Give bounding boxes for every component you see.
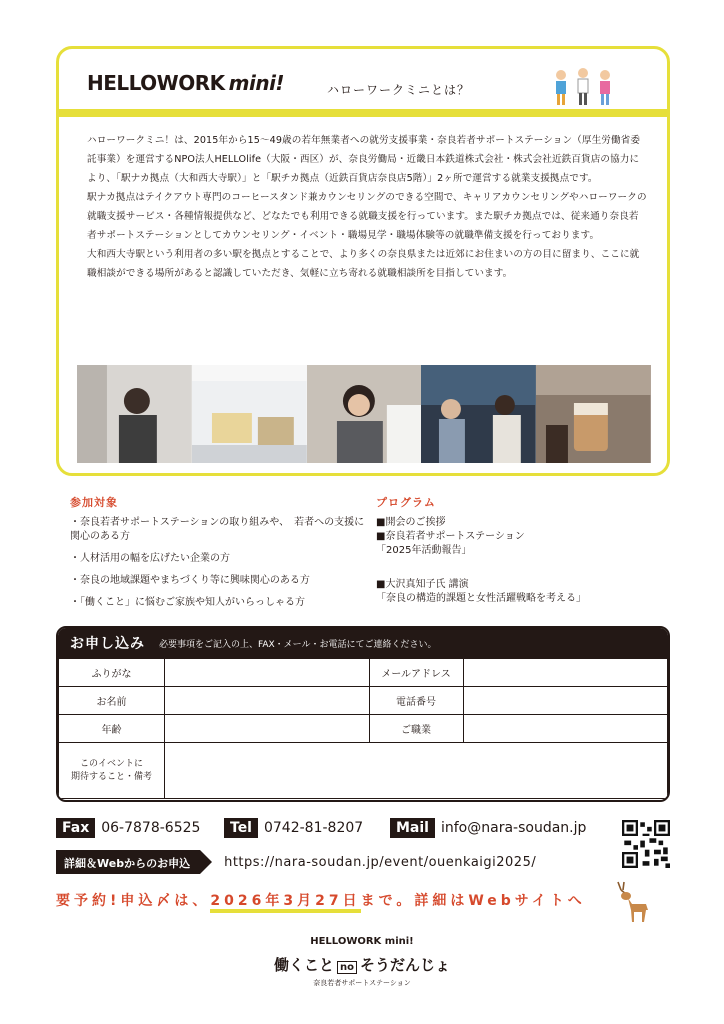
photo-consultation <box>421 365 536 463</box>
web-apply-row <box>56 850 536 874</box>
name-label: お名前 <box>59 687 165 715</box>
list-item: 「2025年活動報告」 <box>376 545 472 556</box>
participants-title: 参加対象 <box>70 496 118 509</box>
photo-strip <box>77 365 651 463</box>
footer-org: 奈良若者サポートステーション <box>313 979 411 987</box>
program-title: プログラム <box>376 496 436 509</box>
hellowork-logo: HELLOWORK mini! <box>87 71 285 95</box>
list-item: ・奈良若者サポートステーションの取り組みや、 若者への支援に関心のある方 <box>70 517 365 542</box>
notes-field[interactable] <box>165 743 668 799</box>
form-row <box>59 715 668 743</box>
notes-label: このイベントに 期待すること・備考 <box>59 743 165 799</box>
photo-counselor <box>307 365 422 463</box>
qr-code-icon[interactable] <box>622 820 670 868</box>
footer-tagline: 働くこと no そうだんじょ <box>273 956 451 974</box>
deadline-date: 2026年3月27日 <box>210 893 360 913</box>
form-table <box>58 658 668 799</box>
mail-tag: Mail <box>390 818 435 838</box>
list-item: 「奈良の構造的課題と女性活躍戦略を考える」 <box>376 593 586 604</box>
tel-tag: Tel <box>224 818 258 838</box>
name-field[interactable] <box>165 687 370 715</box>
list-item: ・「働くこと」に悩むご家族や知人がいらっしゃる方 <box>70 597 305 608</box>
form-row <box>59 687 668 715</box>
form-row <box>59 743 668 799</box>
phone-field[interactable] <box>463 687 668 715</box>
web-apply-tag: 詳細＆Webからのお申込 <box>56 850 200 874</box>
panel-header <box>59 49 667 115</box>
furigana-field[interactable] <box>165 659 370 687</box>
people-illustration-icon <box>551 67 615 107</box>
job-label: ご職業 <box>369 715 463 743</box>
list-item: ・人材活用の幅を広げたい企業の方 <box>70 553 230 564</box>
list-item: ・奈良の地域課題やまちづくり等に興味関心のある方 <box>70 575 310 586</box>
age-field[interactable] <box>165 715 370 743</box>
list-item: ■開会のご挨拶 <box>376 517 446 528</box>
form-row <box>59 659 668 687</box>
form-header <box>58 628 668 658</box>
email-label: メールアドレス <box>369 659 463 687</box>
deer-icon <box>612 880 652 924</box>
photo-coffee <box>536 365 651 463</box>
intro-paragraph: 大和西大寺駅という利用者の多い駅を拠点とすることで、より多くの奈良県または近郊にお住まいの方の目に留まり、ここに就職相談ができる場所があると認識していただき、気軽に立ち寄れる就職相談所を目指しています。 <box>87 249 640 279</box>
mail-contact <box>390 818 586 838</box>
intro-paragraph: 駅ナカ拠点はテイクアウト専門のコーヒースタンド兼カウンセリングのできる空間で、キャリアカウンセリングやハローワークの就職支援サービス・各種情報提供など、どなたでも利用できる就職支援を行っています。また駅チカ拠点では、従来通り奈良若者サポートステーションとしてカウンセリング・イベント・職場見学・職場体験等の就職準備支援を行っております。 <box>87 192 647 241</box>
intro-text <box>87 131 647 283</box>
email-field[interactable] <box>463 659 668 687</box>
photo-staff-portrait <box>77 365 192 463</box>
form-title: お申し込み <box>70 636 145 652</box>
job-field[interactable] <box>463 715 668 743</box>
panel-title: ハローワークミニとは？ <box>327 83 471 97</box>
yellow-band <box>59 109 667 117</box>
footer-logo: HELLOWORK mini! <box>310 936 414 947</box>
list-item: ■奈良若者サポートステーション <box>376 531 525 542</box>
fax-number: 06-7878-6525 <box>101 820 201 836</box>
age-label: 年齢 <box>59 715 165 743</box>
tel-contact <box>224 818 363 838</box>
fax-contact <box>56 818 200 838</box>
application-form <box>56 626 670 802</box>
deadline-notice: 要予約!申込〆は、2026年3月27日まで。詳細はWebサイトへ <box>56 890 586 910</box>
intro-paragraph: ハローワークミニ！は、2015年から15〜49歳の若年無業者への就労支援事業・奈良若者サポートステーション（厚生労働省委託事業）を運営するNPO法人HELLOlife（大阪・西区）が、奈良労働局・近畿日本鉄道株式会社・株式会社近鉄百貨店の協力により、「駅ナカ拠点（大和西大寺駅）」と「駅チカ拠点（近鉄百貨店奈良店5階）」2ヶ所で運営する就業支援拠点です。 <box>87 135 641 184</box>
furigana-label: ふりがな <box>59 659 165 687</box>
intro-panel <box>56 46 670 476</box>
phone-label: 電話番号 <box>369 687 463 715</box>
form-note: 必要事項をご記入の上、FAX・メール・お電話にてご連絡ください。 <box>159 639 437 650</box>
list-item: ■大沢真知子氏 講演 <box>376 579 469 590</box>
participants-list <box>70 516 370 618</box>
mail-address[interactable]: info@nara-soudan.jp <box>440 820 587 836</box>
fax-tag: Fax <box>56 818 95 838</box>
web-url-link[interactable]: https://nara-soudan.jp/event/ouenkaigi2025/ <box>224 854 537 870</box>
program-list <box>376 516 670 606</box>
photo-office-interior <box>192 365 307 463</box>
tel-number: 0742-81-8207 <box>263 820 364 836</box>
